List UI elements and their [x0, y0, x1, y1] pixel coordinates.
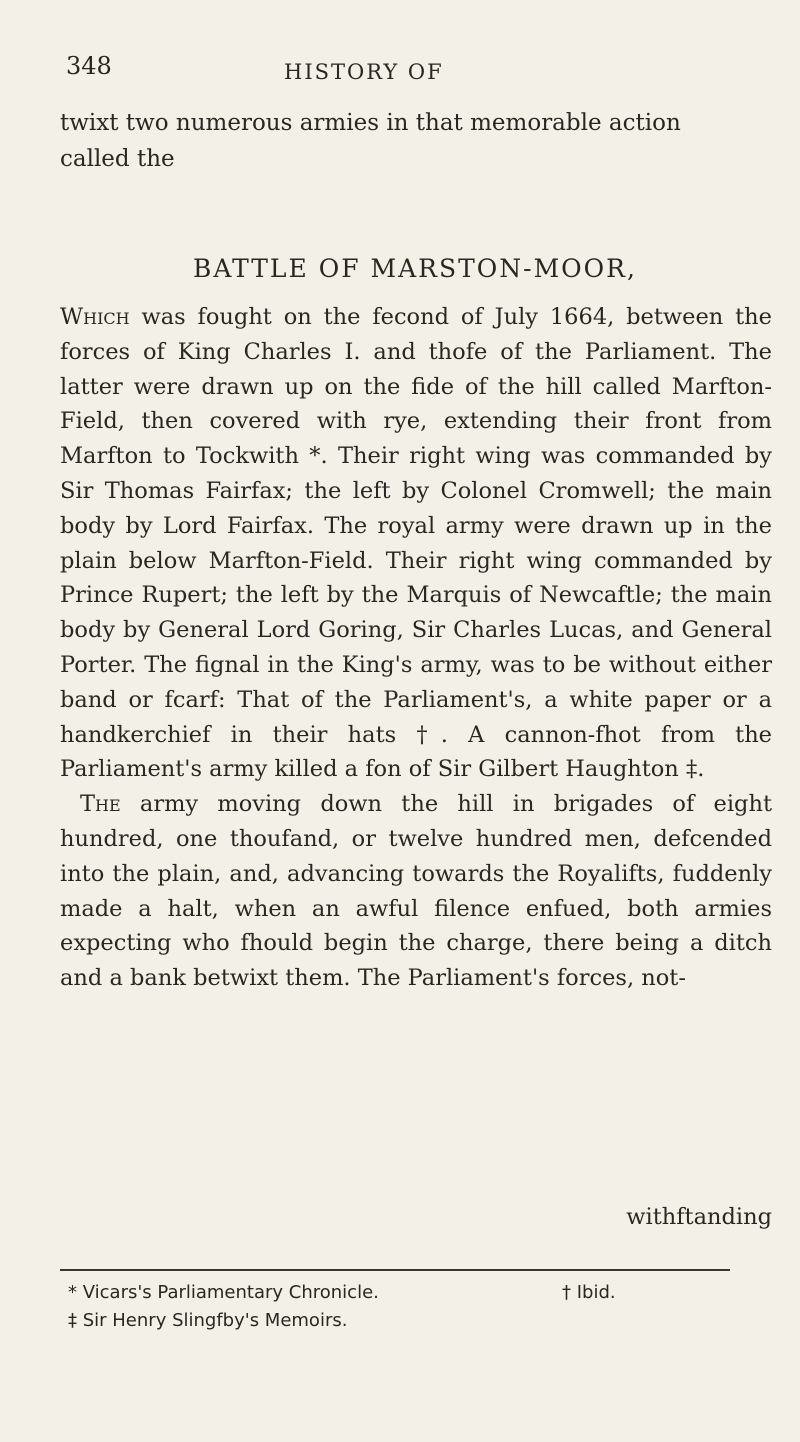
paragraph-1	[60, 300, 772, 787]
paragraph-1-text: was fought on the fecond of July 1664, between the forces of King Charles I. and thofe of the Parliament. The latter were drawn up on the fide of the hill called Marfton-Field, then covered with rye, extending their front from Marfton to Tockwith *. Their right wing was commanded by Sir Thomas Fairfax; the left by Colonel Cromwell; the main body by Lord Fairfax. The royal army were drawn up in the plain below Marfton-Field. Their right wing commanded by Prince Rupert; the left by the Marquis of Newcaftle; the main body by General Lord Goring, Sir Charles Lucas, and General Porter. The fignal in the King's army, was to be without either band or fcarf: That of the Parliament's, a white paper or a handkerchief in their hats †. A cannon-fhot from the Parliament's army killed a fon of Sir Gilbert Haughton ‡.	[60, 304, 772, 783]
body-text	[60, 300, 772, 996]
running-head	[64, 52, 764, 92]
paragraph-1-lead: Which	[60, 304, 130, 330]
section-heading: BATTLE OF MARSTON-MOOR,	[193, 254, 637, 283]
running-title: HISTORY OF	[284, 60, 444, 84]
intro-line-2: called the	[60, 146, 175, 172]
footnote-dagger: † Ibid.	[562, 1282, 616, 1303]
paragraph-2-lead: The	[80, 791, 121, 818]
page-number: 348	[66, 52, 112, 80]
continuation-word: withftanding	[626, 1204, 772, 1230]
footnote-divider	[60, 1269, 730, 1271]
paragraph-2	[60, 787, 772, 996]
intro-line-1: twixt two numerous armies in that memorable action	[60, 110, 681, 136]
paragraph-2-text: army moving down the hill in brigades of eight hundred, one thoufand, or twelve hundred men, defcended into the plain, and, advancing towards the Royalifts, fuddenly made a halt, when an awful filence enfued, both armies expecting who fhould begin the charge, there being a ditch and a bank betwixt them. The Parliament's forces, not-	[60, 791, 772, 992]
footnote-double-dagger: ‡ Sir Henry Slingfby's Memoirs.	[68, 1310, 348, 1331]
footnotes	[60, 1282, 772, 1338]
footnote-star: * Vicars's Parliamentary Chronicle.	[68, 1282, 379, 1303]
